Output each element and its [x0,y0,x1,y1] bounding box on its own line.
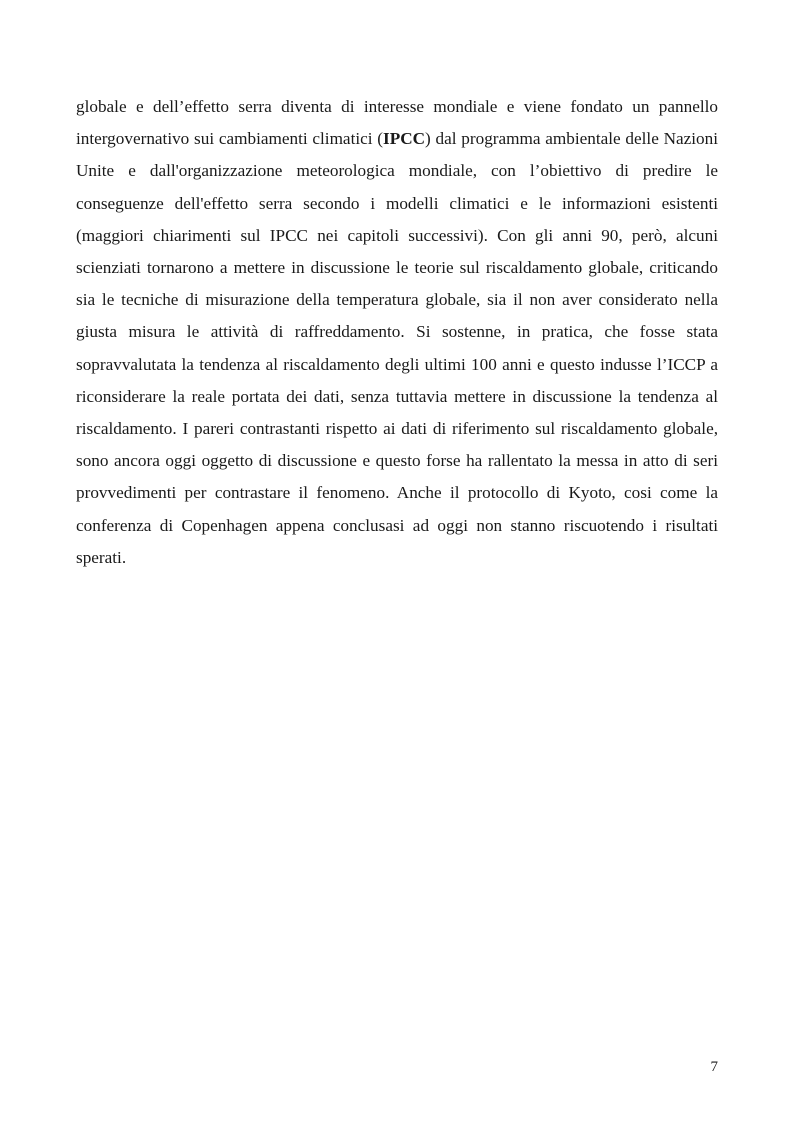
body-paragraph [76,91,718,574]
page-number: 7 [710,1059,718,1075]
paragraph-bold-acronym: IPCC [383,129,426,149]
paragraph-text-start: globale e dell’effetto serra diventa di interesse mondiale e viene fondato un pannello intergovernativo sui cambiamenti climatici ( [76,97,718,149]
paragraph-text-end: ) dal programma ambientale delle Nazioni Unite e dall'organizzazione meteorologica mondiale, con l’obiettivo di predire le conseguenze dell'effetto serra secondo i modelli climatici e le informazioni esistenti (maggiori chiarimenti sul IPCC nei capitoli successivi). Con gli anni 90, però, alcuni scienziati tornarono a mettere in discussione le teorie sul riscaldamento globale, criticando sia le tecniche di misurazione della temperatura globale, sia il non aver considerato nella giusta misura le attività di raffreddamento. Si sostenne, in pratica, che fosse stata sopravvalutata la tendenza al riscaldamento degli ultimi 100 anni e questo indusse l’ICCP a riconsiderare la reale portata dei dati, senza tuttavia mettere in discussione la tendenza al riscaldamento. I pareri contrastanti rispetto ai dati di riferimento sul riscaldamento globale, sono ancora oggi oggetto di discussione e questo forse ha rallentato la messa in atto di seri provvedimenti per contrastare il fenomeno. Anche il protocollo di Kyoto, cosi come la conferenza di Copenhagen appena conclusasi ad oggi non stanno riscuotendo i risultati sperati. [76,129,718,567]
